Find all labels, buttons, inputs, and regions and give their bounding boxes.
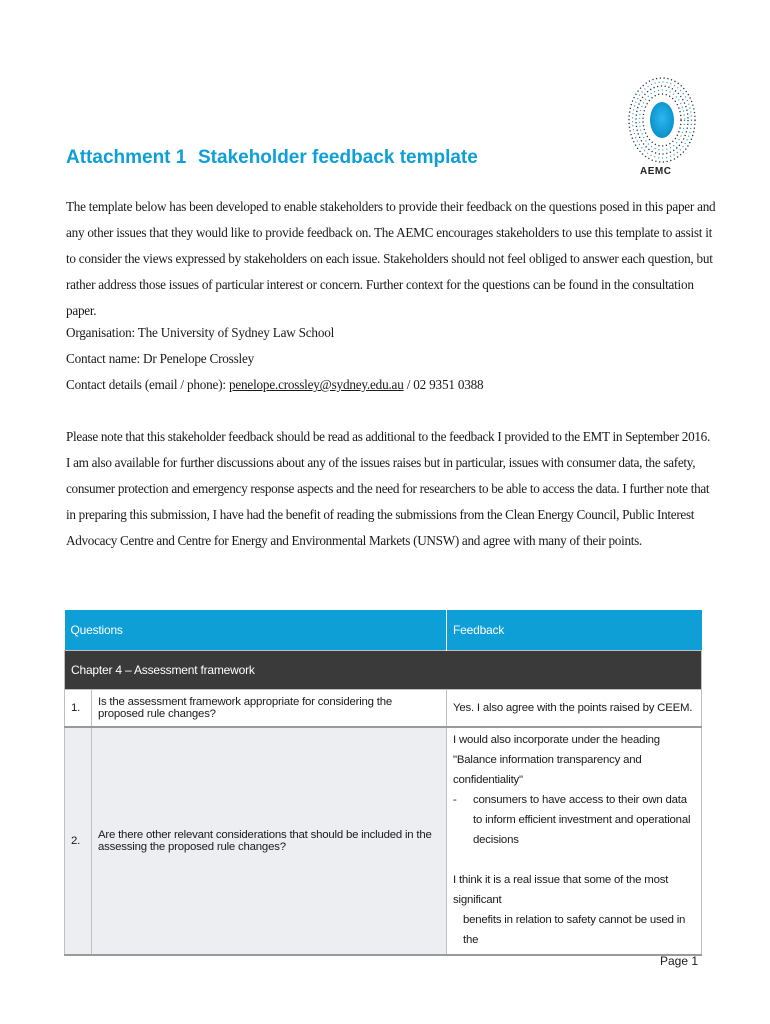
- logo-text: AEMC: [640, 166, 672, 177]
- table-row: [65, 727, 702, 955]
- attachment-number: Attachment 1: [66, 147, 187, 168]
- feedback-cell: [447, 727, 702, 955]
- contact-name-line: Contact name: Dr Penelope Crossley: [66, 351, 255, 366]
- intro-paragraph: The template below has been developed to enable stakeholders to provide their feedback on the questions posed in this paper and any other issues that they would like to provide feedback on. The AEMC encourages stakeholders to use this template to assist it to consider the views expressed by stakeholders on each issue. Stakeholders should not feel obliged to answer each question, but rather address those issues of particular interest or concern. Further context for the questions can be found in the consultation paper.: [66, 199, 716, 318]
- feedback-header: Feedback: [447, 610, 702, 651]
- table-row: [65, 690, 702, 728]
- feedback-table: [64, 610, 702, 956]
- contact-block: [66, 320, 483, 398]
- contact-details-label: Contact details (email / phone):: [66, 377, 229, 392]
- question-text: Are there other relevant considerations that should be included in the assessing the proposed rule changes?: [92, 727, 447, 955]
- contact-details-line: [66, 372, 483, 398]
- question-number: 1.: [65, 690, 92, 728]
- feedback-spacer: [453, 850, 695, 870]
- email-link[interactable]: penelope.crossley@sydney.edu.au: [228, 377, 404, 392]
- organisation-line: Organisation: The University of Sydney Law School: [66, 325, 335, 340]
- feedback-text: Yes. I also agree with the points raised by CEEM.: [447, 690, 702, 728]
- page-number: Page 1: [660, 954, 699, 968]
- question-number: 2.: [65, 727, 92, 955]
- chapter-row: [65, 651, 702, 690]
- attachment-heading: [66, 147, 478, 169]
- bullet-dash: -: [453, 794, 457, 806]
- chapter-title: Chapter 4 – Assessment framework: [65, 651, 702, 690]
- feedback-more-line-2: benefits in relation to safety cannot be used in the: [463, 914, 686, 946]
- feedback-bullet: [453, 790, 695, 850]
- table-header-row: [65, 610, 702, 651]
- bullet-text: consumers to have access to their own data to inform efficient investment and operational decisions: [473, 794, 691, 846]
- question-text: Is the assessment framework appropriate for considering the proposed rule changes?: [92, 690, 447, 728]
- attachment-title: Stakeholder feedback template: [198, 147, 478, 168]
- note-paragraph: Please note that this stakeholder feedback should be read as additional to the feedback I provided to the EMT in September 2016. I am also available for further discussions about any of the issues raises but in particular, issues with consumer data, the safety, consumer protection and emergency response aspects and the need for researchers to be able to access the data. I further note that in preparing this submission, I have had the benefit of reading the submissions from the Clean Energy Council, Public Interest Advocacy Centre and Centre for Energy and Environmental Markets (UNSW) and agree with many of their points.: [66, 429, 710, 548]
- questions-header: Questions: [65, 610, 447, 651]
- phone-number: / 02 9351 0388: [403, 377, 484, 392]
- feedback-intro: I would also incorporate under the heading "Balance information transparency and confidentiality": [453, 734, 660, 786]
- feedback-more-line-1: I think it is a real issue that some of the most significant: [453, 874, 669, 906]
